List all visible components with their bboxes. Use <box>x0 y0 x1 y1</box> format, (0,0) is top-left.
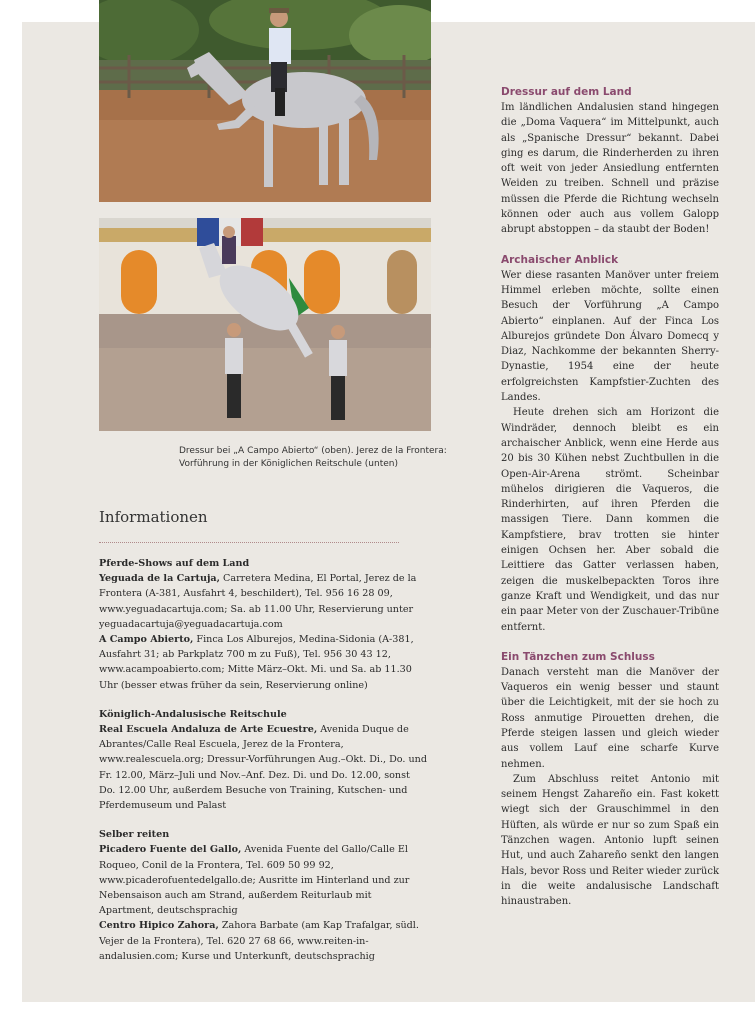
venue-name: A Campo Abierto, <box>99 634 194 646</box>
venue-name: Yeguada de la Cartuja, <box>99 573 220 585</box>
info-heading-riding: Selber reiten <box>99 829 170 841</box>
venue-details: Zahora Barbate (am Kap Trafalgar, südl. Vejer de la Frontera), Tel. 620 27 68 66, www.reiten-in-andalusien.com; Kurse und Unterkunft, deutschsprachig <box>99 920 419 962</box>
venue-name: Centro Hipico Zahora, <box>99 920 219 932</box>
dotted-divider <box>99 542 399 543</box>
article-paragraph: Heute drehen sich am Horizont die Windräder, dennoch bleibt es ein archaischer Anblick, wenn eine Herde aus 20 bis 30 Kühen nebst Zuchtbullen in die Open-Air-Arena strömt. Scheinbar mühelos dirigieren die Vaqueros, die Rinderhirten, auf ihren Pferden die massigen Tiere. Dann kommen die Kampfstiere, brav trotten sie hinter einigen Ochsen her. Aber sobald die Leittiere das Gatter verlassen haben, zeigen die muskelbepackten Toros ihre ganze Kraft und Wendigkeit, und das nur ein paar Meter von der Zuschauer-Tribüne entfernt. <box>501 407 719 633</box>
venue-name: Picadero Fuente del Gallo, <box>99 844 242 856</box>
section-heading-archaic: Archaischer Anblick <box>501 253 619 266</box>
section-heading-dressage: Dressur auf dem Land <box>501 86 632 98</box>
info-entry <box>99 842 429 918</box>
info-heading-riding-school: Königlich-Andalusische Reitschule <box>99 708 287 720</box>
article-column <box>501 84 719 910</box>
article-paragraph: Im ländlichen Andalusien stand hingegen die „Doma Vaquera“ im Mittelpunkt, auch als „Spanische Dressur“ bekannt. Dabei ging es darum, die Rinderherden zu ihren oft weit von jeder Ansiedlung entfernten Weiden zu treiben. Schnell und präzise müssen die Pferde die Richtung wechseln können oder auch aus vollem Galopp abrupt abstoppen – da staubt der Boden! <box>501 102 719 236</box>
info-heading-shows: Pferde-Shows auf dem Land <box>99 558 250 569</box>
caption-line-1: Dressur bei „A Campo Abierto“ (oben). Jerez de la Frontera: <box>179 446 447 456</box>
venue-details: Carretera Medina, El Portal, Jerez de la Frontera (A-381, Ausfahrt 4, beschildert), Tel. 956 16 28 09, www.yeguadacartuja.com; Sa. ab 11.00 Uhr, Reservierung unter yeguadacartuja@yeguadacartuja.com <box>99 573 417 630</box>
venue-name: Real Escuela Andaluza de Arte Ecuestre, <box>99 724 318 736</box>
article-paragraph: Zum Abschluss reitet Antonio mit seinem Hengst Zahareño ein. Fast kokett wiegt sich der Grauschimmel in den Hüften, als würde er nur so zum Spaß ein Tänzchen wagen. Antonio lupft seinen Hut, und auch Zahareño senkt den langen Hals, bevor Ross und Reiter wieder zurück in die weite andalusische Landschaft hinaustraben. <box>501 773 719 908</box>
info-box <box>99 556 429 964</box>
info-entry <box>99 571 429 632</box>
info-entry <box>99 632 429 693</box>
article-paragraph: Danach versteht man die Manöver der Vaqueros ein wenig besser und staunt über die Leichtigkeit, mit der sie hoch zu Ross anmutige Pirouetten drehen, die Pferde steigen lassen und gleich wieder aus vollem Lauf eine scharfe Kurve nehmen. <box>501 666 719 770</box>
info-entry <box>99 722 429 813</box>
venue-details: Avenida Duque de Abrantes/Calle Real Escuela, Jerez de la Frontera, www.realescuela.org; Dressur-Vorführungen Aug.–Okt. Di., Do. und Fr. 12.00, März–Juli und Nov.–Anf. Dez. Di. und Do. 12.00, sonst Do. 12.00 Uhr, außerdem Besuche von Training, Kutschen- und Pferdemuseum und Palast <box>99 724 428 812</box>
info-title: Informationen <box>99 508 208 526</box>
photo-royal-riding-school <box>99 218 431 431</box>
photo-caption <box>179 445 449 471</box>
article-paragraph: Wer diese rasanten Manöver unter freiem Himmel erleben möchte, sollte einen Besuch der Vorführung „A Campo Abierto“ einplanen. Auf der Finca Los Alburejos gründete Don Álvaro Domecq y Diaz, Nachkomme der bekannten Sherry-Dynastie, 1954 eine der heute erfolgreichsten Kampfstier-Zuchten des Landes. <box>501 269 719 404</box>
caption-line-2: Vorführung in der Königlichen Reitschule (unten) <box>179 459 398 469</box>
venue-details: Avenida Fuente del Gallo/Calle El Roqueo, Conil de la Frontera, Tel. 609 50 99 92, www.picaderofuentedelgallo.de; Ausritte im Hinterland und zur Nebensaison auch am Strand, außerdem Reiturlaub mit Apartment, deutschsprachig <box>99 844 410 917</box>
info-entry <box>99 918 429 964</box>
photo-dressage-outdoor <box>99 0 431 202</box>
section-heading-dance: Ein Tänzchen zum Schluss <box>501 650 655 663</box>
venue-details: Finca Los Alburejos, Medina-Sidonia (A-381, Ausfahrt 31; ab Parkplatz 700 m zu Fuß), Tel. 956 30 43 12, www.acampoabierto.com; Mitte März–Okt. Mi. und Sa. ab 11.30 Uhr (besser etwas früher da sein, Reservierung online) <box>99 634 414 691</box>
